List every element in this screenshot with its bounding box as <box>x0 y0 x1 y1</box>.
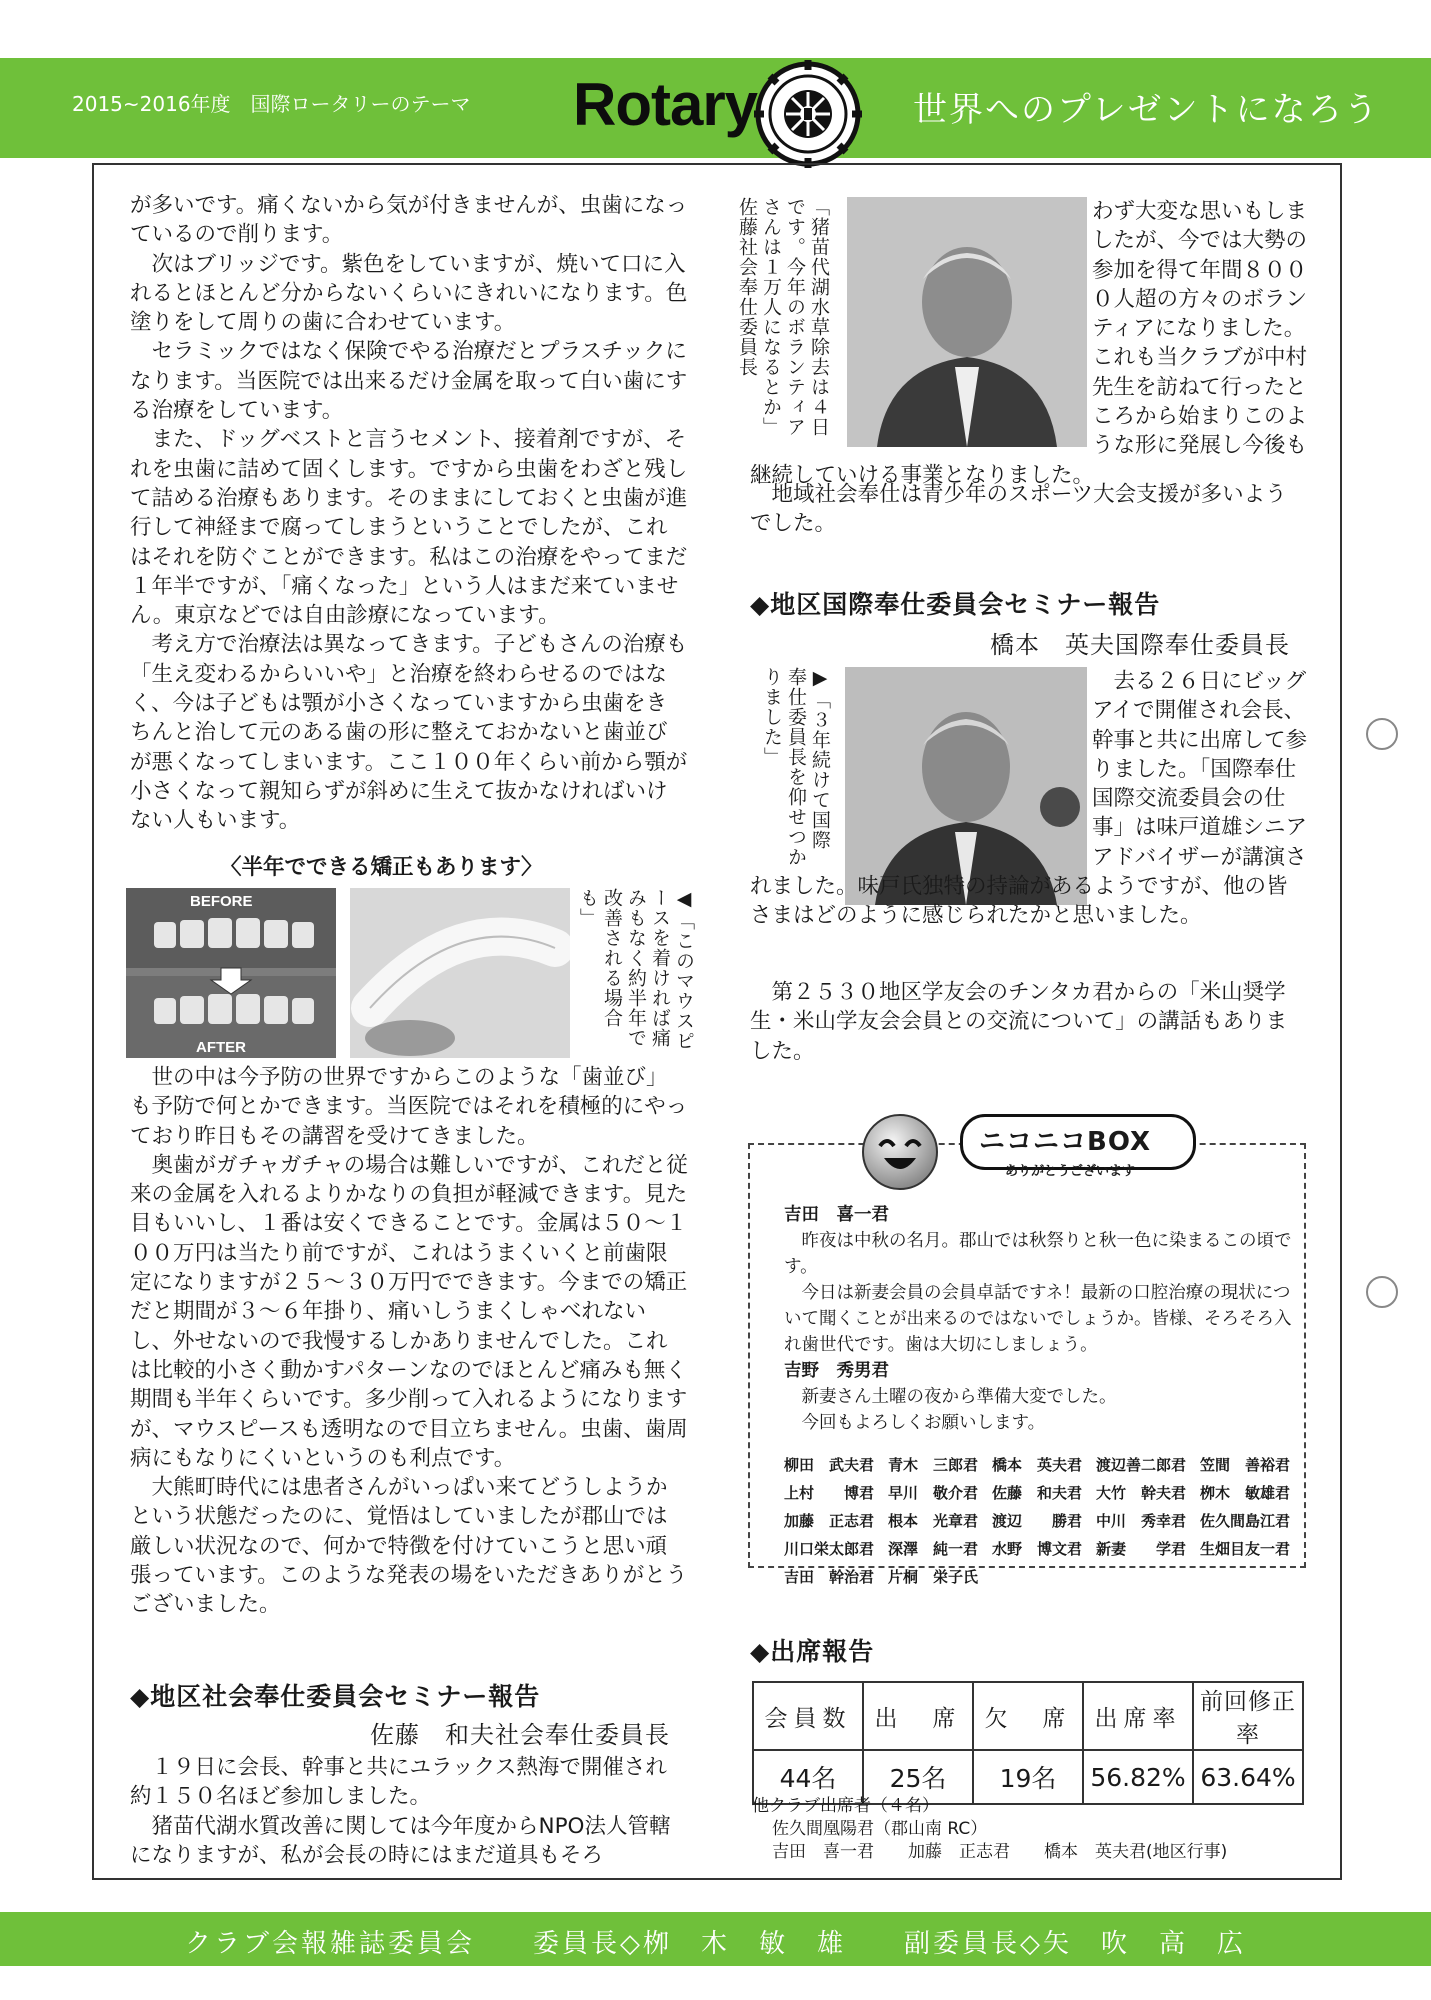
others-line-1: 佐久間凰陽君（郡山南 RC） <box>772 1819 988 1839</box>
volunteer-side-text <box>750 197 1308 490</box>
social-service-seminar-heading: ◆地区社会奉仕委員会セミナー報告 <box>130 1682 541 1711</box>
before-label: BEFORE <box>190 893 253 910</box>
rotary-wheel-icon <box>752 58 864 170</box>
before-after-photo <box>126 888 336 1058</box>
social-service-byline: 佐藤 和夫社会奉仕委員長 <box>370 1721 670 1749</box>
dental-talk-text <box>130 191 688 836</box>
binder-hole <box>1366 718 1398 750</box>
member-name: 加藤 正志君 <box>784 1512 875 1530</box>
member-name: 青木 三郎君 <box>888 1456 979 1474</box>
international-service-seminar-heading: ◆地区国際奉仕委員会セミナー報告 <box>750 590 1161 619</box>
rotary-logo-text: Rotary <box>573 71 758 138</box>
attendance-heading: ◆出席報告 <box>750 1637 875 1666</box>
other-club-attendees <box>752 1795 1227 1864</box>
smiley-face-icon <box>860 1112 940 1192</box>
volunteer-side-text-content: わず大変な思いもしましたが、今では大勢の参加を得て年間８０００人超の方々のボランティアになりました。これも当クラブが中村先生を訪ねて行ったところから始まりこのような形に発展し今後も継続していける事業となりました。 <box>750 199 1308 488</box>
header-banner <box>0 58 1431 158</box>
niko-entry-message: 今日は新妻会員の会員卓話ですネ！最新の口腔治療の現状について聞くことが出来るのではないでしょうか。皆様、そろそろ入れ歯世代です。歯は大切にしましょう。 <box>784 1283 1292 1355</box>
social-service-report-text <box>130 1753 688 1870</box>
photo-wrap-spacer <box>750 197 1092 447</box>
paragraph: また、ドッグベストと言うセメント、接着剤ですが、それを虫歯に詰めて固くします。ですから虫歯をわざと残して詰める治療もあります。そのままにしておくと虫歯が進行して神経まで腐ってしまうということでしたが、これはそれを防ぐことができます。私はこの治療をやってまだ１年半ですが、「痛くなった」という人はまだ来ていません。東京などでは自由診療になっています。 <box>130 427 688 629</box>
others-line-2: 吉田 喜一君 加藤 正志君 橋本 英夫君(地区行事) <box>772 1842 1228 1862</box>
mouthpiece-photo <box>350 888 570 1058</box>
value-members: 44名 <box>753 1750 863 1804</box>
paragraph: セラミックではなく保険でやる治療だとプラスチックになります。当医院では出来るだけ金属を取って白い歯にする治療をしています。 <box>130 339 688 424</box>
member-name: 川口栄太郎君 <box>784 1540 875 1558</box>
niko-box-member-list <box>784 1451 1304 1591</box>
member-name: 水野 博文君 <box>992 1540 1083 1558</box>
paragraph: 大熊町時代には患者さんがいっぱい来てどうしようかという状態だったのに、覚悟はしていましたが郡山では厳しい状況なので、何かで特徴を付けていこうと思い頑張っています。このような発表の場をいただきありがとうございました。 <box>130 1475 688 1618</box>
member-name: 笠間 善裕君 <box>1200 1456 1291 1474</box>
member-name: 生畑目友一君 <box>1200 1540 1291 1558</box>
member-name: 早川 敬介君 <box>888 1484 979 1502</box>
member-row <box>784 1507 1304 1535</box>
member-name: 吉田 幹治君 <box>784 1568 875 1586</box>
footer-banner <box>0 1912 1431 1966</box>
niko-box-subtitle: ありがとうございます <box>1005 1164 1136 1179</box>
niko-entry-message: 昨夜は中秋の名月。郡山では秋祭りと秋一色に染まるこの頃です。 <box>784 1231 1292 1277</box>
others-title: 他クラブ出席者（４名） <box>752 1796 939 1816</box>
niko-box-title: ニコニコBOX <box>979 1127 1152 1157</box>
international-side-text-content: 去る２６日にビッグアイで開催され会長、幹事と共に出席して参りました。「国際奉仕国際交流委員会の仕事」は味戸道雄シニアアドバイザーが講演されました。味戸氏独特の持論があるようですが、他の皆さまはどのように感じられたかと思いました。 <box>750 669 1308 929</box>
yoneyama-talk-text: 第２５３０地区学友会のチンタカ君からの「米山奨学生・米山学友会会員との交流について」の講話もありました。 <box>750 980 1288 1064</box>
theme-label: 2015~2016年度 国際ロータリーのテーマ <box>72 92 471 116</box>
member-name: 上村 博君 <box>784 1484 875 1502</box>
member-name: 大竹 幹夫君 <box>1096 1484 1187 1502</box>
member-name: 渡辺善二郎君 <box>1096 1456 1187 1474</box>
niko-entry-message: 今回もよろしくお願いします。 <box>801 1413 1046 1433</box>
footer-committee-text: クラブ会報雑誌委員会 委員長◇栁 木 敏 雄 副委員長◇矢 吹 高 広 <box>185 1929 1246 1959</box>
header-present: 出 席 <box>863 1682 973 1750</box>
value-corrected-rate: 63.64% <box>1193 1750 1303 1804</box>
niko-box-messages <box>784 1202 1294 1436</box>
member-name: 新妻 学君 <box>1096 1540 1187 1558</box>
photo-wrap-spacer <box>750 667 1092 871</box>
member-row <box>784 1451 1304 1479</box>
niko-entry-message: 新妻さん土曜の夜から準備大変でした。 <box>801 1387 1117 1407</box>
paragraph: 奥歯がガチャガチャの場合は難しいですが、これだと従来の金属を入れるよりかなりの負担が軽減できます。見た目もいいし、１番は安くできることです。金属は５０～１００万円は当たり前ですが、これはうまくいくと前歯限定になりますが２５～３０万円でできます。今までの矯正だと期間が３～６年掛り、痛いしうまくしゃべれないし、外せないので我慢するしかありませんでした。これは比較的小さく動かすパターンなのでほとんど痛みも無く期間も半年くらいです。多少削って入れるようになりますが、マウスピースも透明なので目立ちません。虫歯、歯周病にもなりにくいというのも利点です。 <box>130 1152 688 1471</box>
member-name: 佐久間島江君 <box>1200 1512 1291 1530</box>
binder-hole <box>1366 1276 1398 1308</box>
international-side-text <box>750 667 1308 931</box>
mouthpiece-caption: ◀「このマウスピースを着ければ痛みもなく約半年で改善される場合も」 <box>577 888 695 1051</box>
header-rate: 出席率 <box>1083 1682 1193 1750</box>
value-present: 25名 <box>863 1750 973 1804</box>
paragraph: １９日に会長、幹事と共にユラックス熱海で開催され約１５０名ほど参加しました。 <box>130 1755 667 1810</box>
member-name: 深澤 純一君 <box>888 1540 979 1558</box>
header-absent: 欠 席 <box>973 1682 1083 1750</box>
member-name: 橋本 英夫君 <box>992 1456 1083 1474</box>
international-service-byline: 橋本 英夫国際奉仕委員長 <box>990 631 1290 659</box>
member-row <box>784 1535 1304 1563</box>
member-name: 中川 秀幸君 <box>1096 1512 1187 1530</box>
dental-talk-text-continued <box>130 1063 688 1620</box>
member-name: 片桐 栄子氏 <box>888 1568 979 1586</box>
header-members: 会員数 <box>753 1682 863 1750</box>
member-row <box>784 1563 1304 1591</box>
attendance-table <box>752 1681 1304 1805</box>
value-absent: 19名 <box>973 1750 1083 1804</box>
header-corrected-rate: 前回修正率 <box>1193 1682 1303 1750</box>
paragraph: 猪苗代湖水質改善に関しては今年度からNPO法人管轄になりますが、私が会長の時にはまだ道具もそろ <box>130 1813 671 1868</box>
niko-entry-name: 吉野 秀男君 <box>784 1361 889 1381</box>
niko-entry-name: 吉田 喜一君 <box>784 1205 889 1225</box>
member-name: 栁木 敏雄君 <box>1200 1484 1291 1502</box>
volunteer-photo-caption: 「猪苗代湖水草除去は４日です。今年のボランティアさんは１万人になるとか」佐藤社会奉仕委員長 <box>736 197 830 437</box>
paragraph: 次はブリッジです。紫色をしていますが、焼いて口に入れるとほとんど分からないくらいにきれいになります。色塗りをして周りの歯に合わせています。 <box>130 251 688 336</box>
paragraph: 世の中は今予防の世界ですからこのような「歯並び」も予防で何とかできます。当医院ではそれを積極的にやっており昨日もその講習を受けてきました。 <box>130 1065 688 1149</box>
after-label: AFTER <box>196 1039 246 1056</box>
member-name: 佐藤 和夫君 <box>992 1484 1083 1502</box>
member-row <box>784 1479 1304 1507</box>
member-name: 根本 光章君 <box>888 1512 979 1530</box>
member-name: 柳田 武夫君 <box>784 1456 875 1474</box>
theme-slogan: 世界へのプレゼントになろう <box>913 90 1380 130</box>
community-service-text: 地域社会奉仕は青少年のスポーツ大会支援が多いようでした。 <box>750 482 1287 537</box>
subheading-orthodontics: 〈半年でできる矯正もあります〉 <box>220 855 543 880</box>
member-name: 渡辺 勝君 <box>992 1512 1083 1530</box>
hashimoto-photo-caption: ▶「３年続けて国際奉仕委員長を仰せつかりました」 <box>761 667 831 867</box>
value-rate: 56.82% <box>1083 1750 1193 1804</box>
paragraph: が多いです。痛くないから気が付きませんが、虫歯になっているので削ります。 <box>130 193 688 248</box>
paragraph: 考え方で治療法は異なってきます。子どもさんの治療も「生え変わるからいいや」と治療を終わらせるのではなく、今は子どもは顎が小さくなっていますから虫歯をきちんと治して元のある歯の形に整えておかないと歯並びが悪くなってしまいます。ここ１００年くらい前から顎が小さくなって親知らずが斜めに生えて抜かなければいけない人もいます。 <box>130 632 688 834</box>
